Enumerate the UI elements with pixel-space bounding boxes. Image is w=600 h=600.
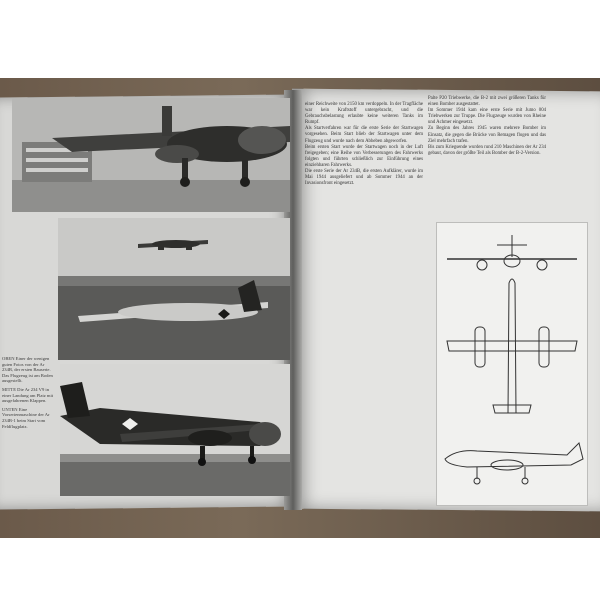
aircraft-photo-top-image <box>12 98 290 212</box>
aircraft-photo-bottom-image <box>60 364 290 496</box>
aircraft-photo-bottom <box>60 364 290 496</box>
paragraph: Zu Beginn des Jahres 1945 waren mehrere Bomber im Einsatz, die gegen die Brücke von Remagen flogen und das Ziel mehrfach trafen. <box>428 126 546 144</box>
paragraph: Palte P20 Triebwerke, die B-2 mit zwei größeren Tanks für einen Bomber ausgestattet. <box>428 96 546 108</box>
caption-top: OBEN Einer der wenigen guten Fotos von der Ar 234B, der ersten Bauserie. Das Flugzeug ist am Boden ausgestellt. <box>2 356 53 384</box>
aircraft-photo-middle-image <box>58 218 290 360</box>
paragraph: Bis zum Kriegsende wurden rund 210 Maschinen der Ar 234 gebaut, davon der größte Teil als Bomber der B-2-Version. <box>428 144 546 156</box>
three-view-drawing <box>436 222 588 506</box>
paragraph: Im Sommer 1944 kam eine erste Serie mit Jumo 004 Triebwerken zur Truppe. Die Flugzeuge wurden von Rheine und Achmer eingesetzt. <box>428 108 546 126</box>
caption-middle: MITTE Die Ar 234 V9 in einer Landung am Platz mit ausgefahrenen Klappen. <box>2 386 54 404</box>
three-view-drawing-image <box>437 223 587 505</box>
body-text-column-1 <box>305 102 423 187</box>
caption-bottom: UNTEN Eine Vorserienmaschine der Ar 234B-1 beim Start vom Feldflugplatz. <box>2 406 50 429</box>
body-text-column-2 <box>428 96 546 157</box>
paragraph: Beim ersten Start wurde der Startwagen noch in der Luft freigegeben; eine Reihe von Verbesserungen des Fahrwerks folgten und führten schließlich zur Einführung eines einziehbaren Fahrwerks. <box>305 144 423 168</box>
aircraft-photo-middle <box>58 218 290 360</box>
paragraph: einer Reichweite von 2150 km verdoppeln. In der Tragfläche war kein Kraftstoff untergebracht, und die Gebrauchsbelastung erlaubte keine weiteren Tanks im Rumpf. <box>305 102 423 126</box>
photo-captions <box>2 356 56 432</box>
paragraph: Die erste Serie der Ar 234B, die ersten Aufklärer, wurde im Mai 1944 ausgeliefert und ab Sommer 1944 an der Invasionsfront eingesetzt. <box>305 169 423 187</box>
paragraph: Als Startverfahren war für die erste Serie der Startwagen vorgesehen. Beim Start blieb der Startwagen unter dem Flugzeug und wurde nach dem Abheben abgeworfen. <box>305 126 423 144</box>
aircraft-photo-top <box>12 98 290 212</box>
